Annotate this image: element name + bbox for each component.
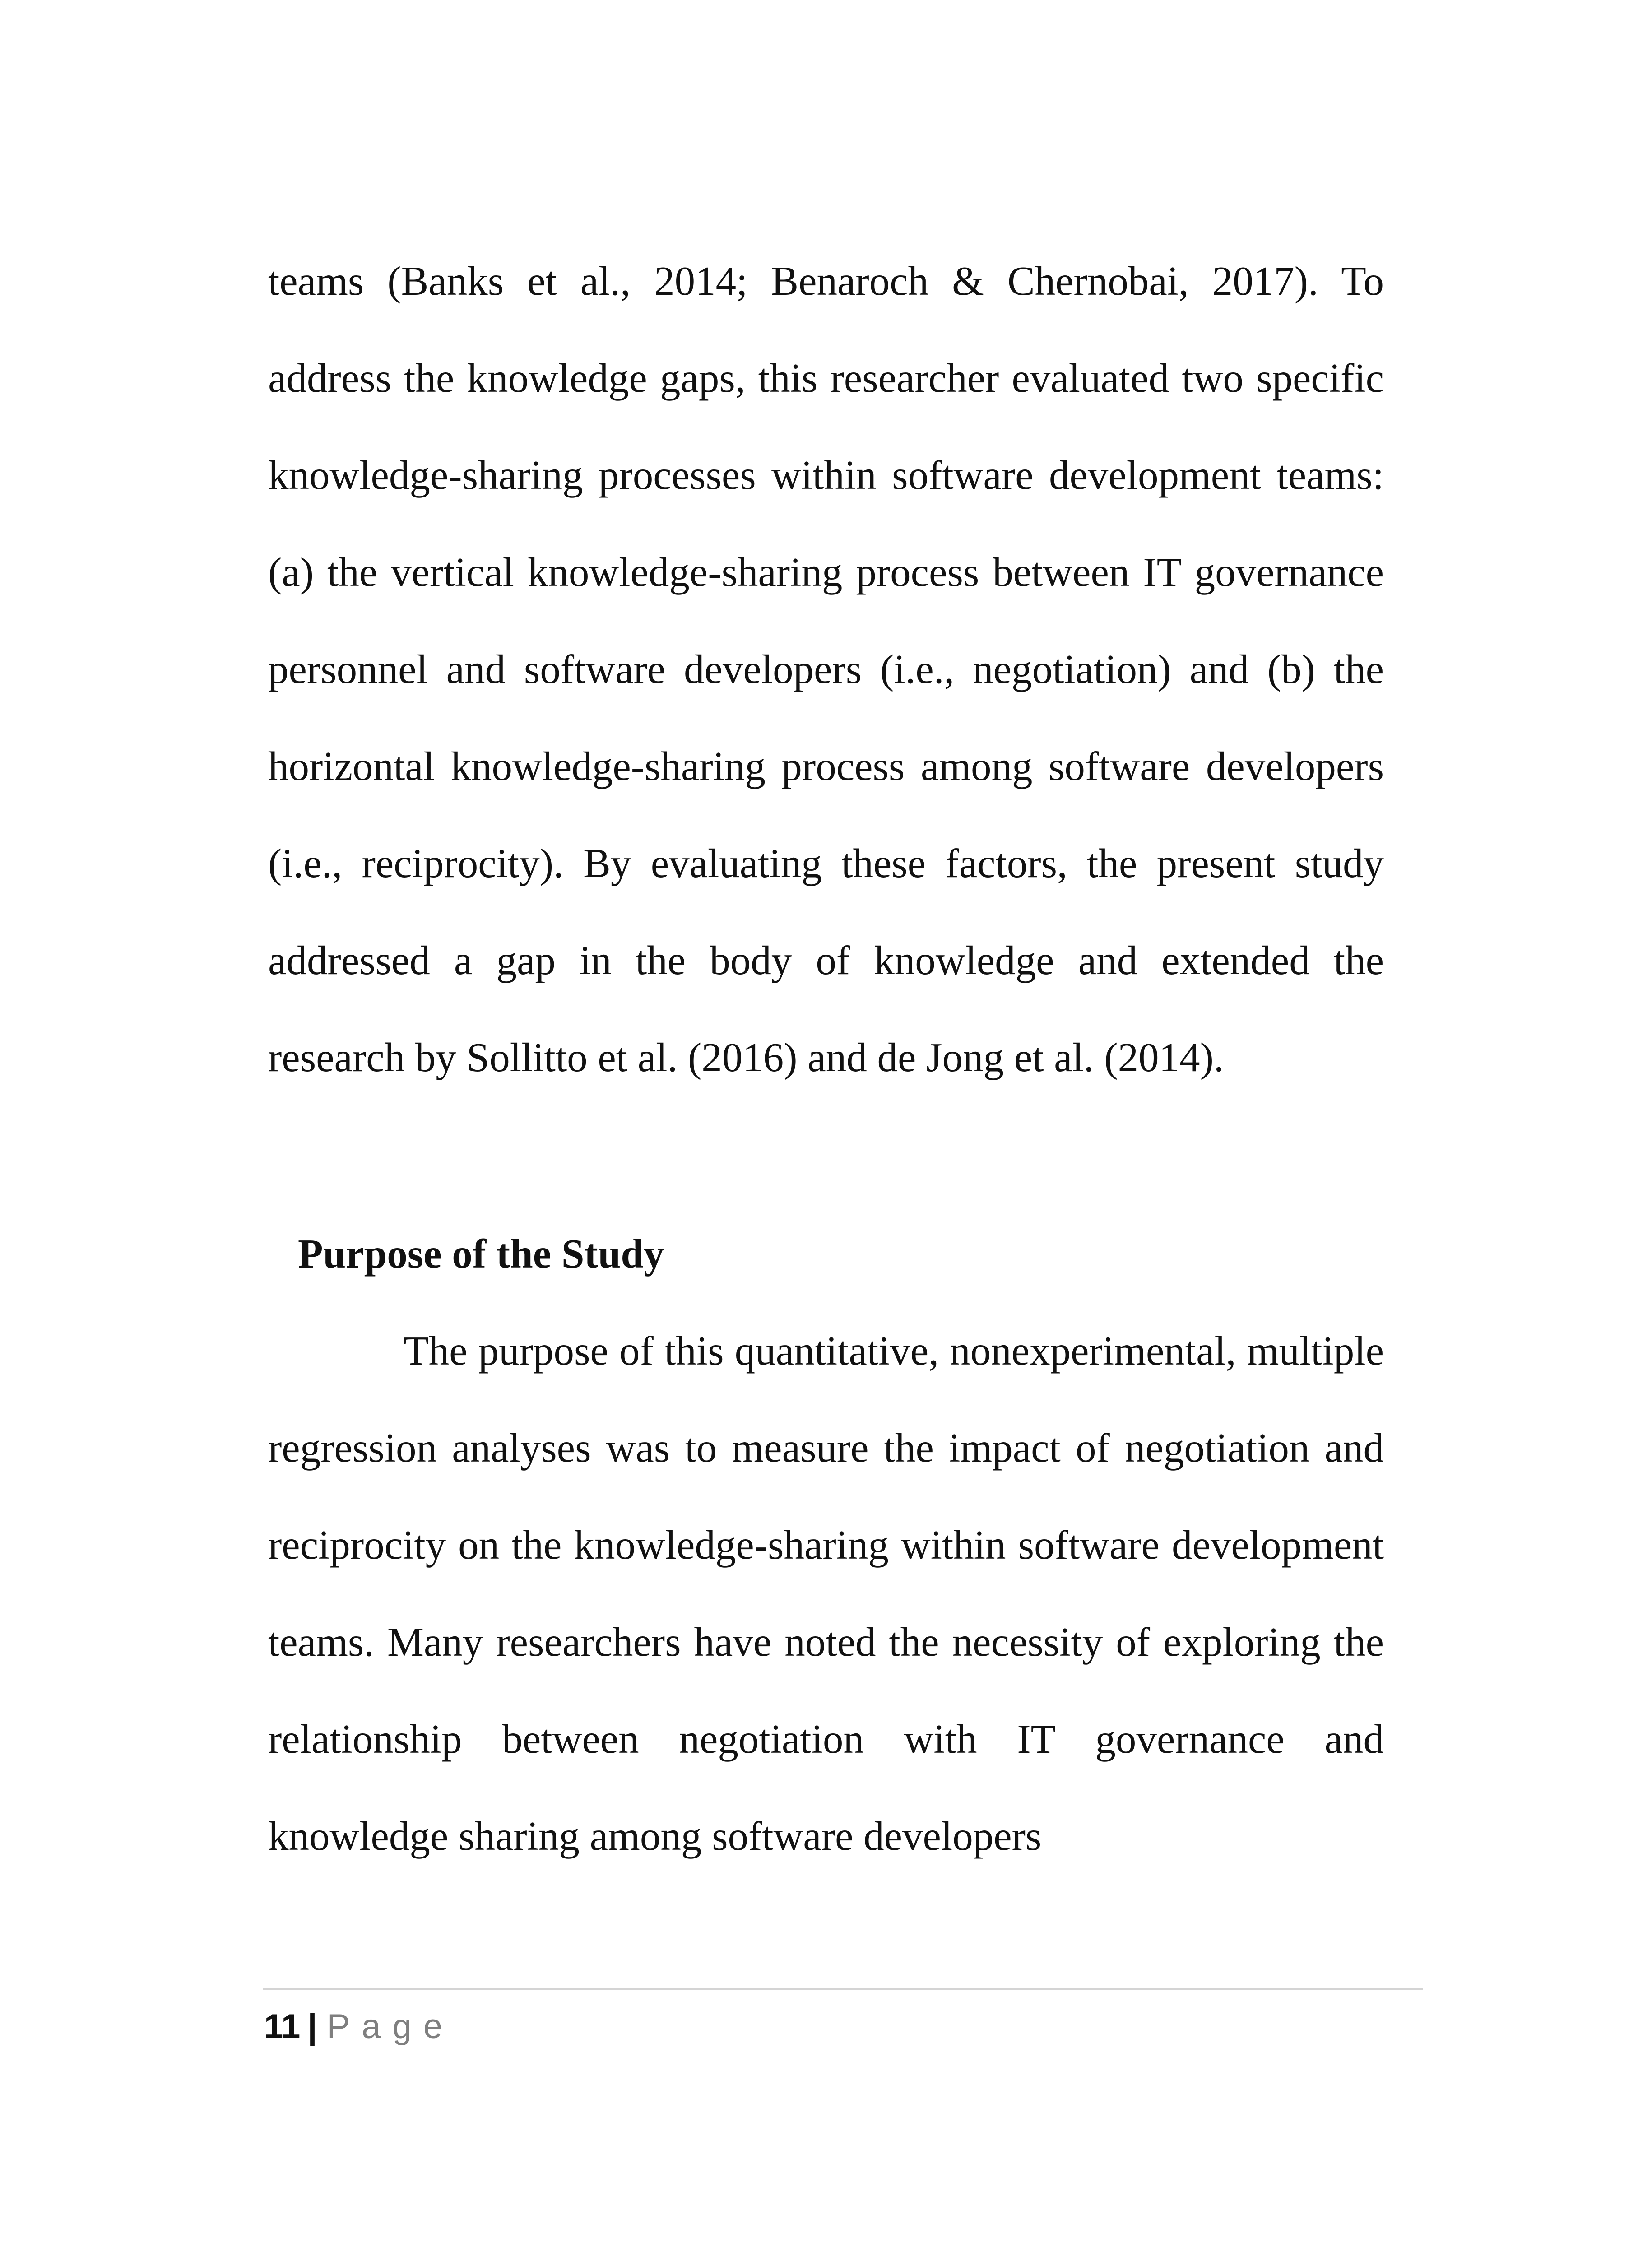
paragraph-purpose: The purpose of this quantitative, nonexperimental, multiple regression analyses was to measure the impact of negotiation and reciprocity on the knowledge-sharing within software development teams. Many researchers have noted the necessity of exploring the relationship between negotiation with IT governance and knowledge sharing among software developers (268, 1328, 1384, 1859)
page-label: Page (327, 2007, 455, 2046)
section-heading: Purpose of the Study (298, 1231, 664, 1277)
footer-divider (263, 1988, 1423, 1990)
page-footer (264, 2000, 454, 2054)
footer-separator: | (307, 2007, 317, 2046)
page-number: 11 (264, 2007, 301, 2046)
body-text-top (268, 232, 1384, 1106)
body-text-bottom (268, 1302, 1384, 1885)
paragraph-continuation: teams (Banks et al., 2014; Benaroch & Chernobai, 2017). To address the knowledge gaps, this researcher evaluated two specific knowledge-sharing processes within software development teams: (a) the vertical knowledge-sharing process between IT governance personnel and software developers (i.e., negotiation) and (b) the horizontal knowledge-sharing process among software developers (i.e., reciprocity). By evaluating these factors, the present study addressed a gap in the body of knowledge and extended the research by Sollitto et al. (2016) and de Jong et al. (2014). (268, 258, 1384, 1080)
